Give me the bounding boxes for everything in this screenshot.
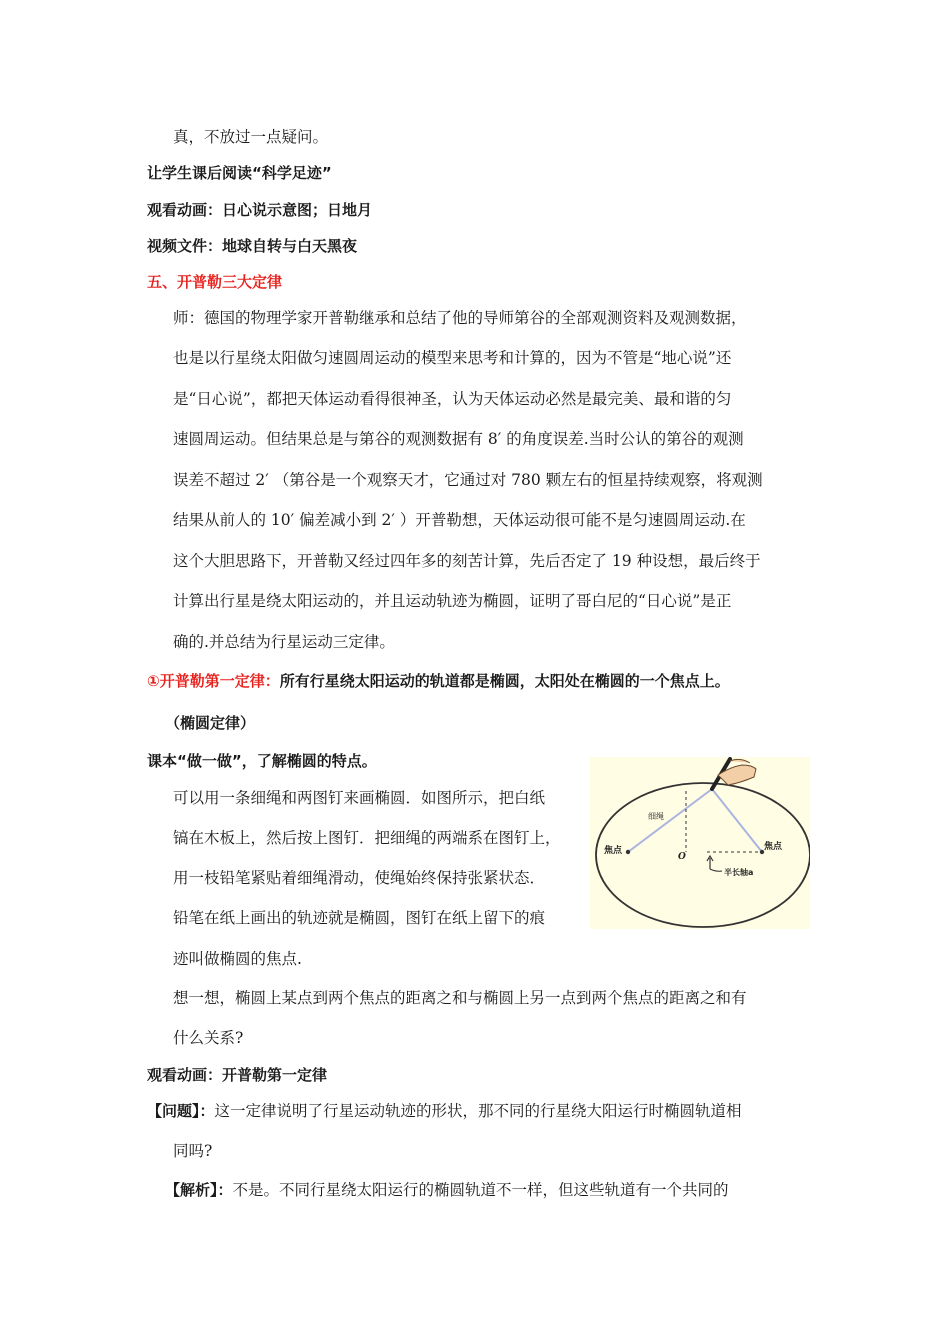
focus-left-point [626, 850, 630, 854]
text-line: 用一枝铅笔紧贴着细绳滑动，使绳始终保持张紧状态． [173, 869, 546, 887]
text-line: 观看动画：开普勒第一定律 [147, 1066, 328, 1084]
rope-label: 细绳 [648, 812, 664, 821]
semi-major-label: 半长轴a [724, 868, 754, 877]
analysis-text: 不是。不同行星绕太阳运行的椭圆轨道不一样，但这些轨道有一个共同的 [232, 1181, 729, 1199]
law-subtitle: （椭圆定律） [165, 714, 256, 732]
text-line: 想一想，椭圆上某点到两个焦点的距离之和与椭圆上另一点到两个焦点的距离之和有 [173, 989, 747, 1007]
text-line: 确的.并总结为行星运动三定律。 [173, 633, 395, 651]
text-line: 这个大胆思路下，开普勒又经过四年多的刻苦计算，先后否定了 19 种设想，最后终于 [173, 552, 761, 570]
text-line: 什么关系? [173, 1029, 244, 1047]
text-line: 师：德国的物理学家开普勒继承和总结了他的导师第谷的全部观测资料及观测数据， [173, 309, 747, 327]
text-line: 结果从前人的 10′ 偏差减小到 2′ ）开普勒想，天体运动很可能不是匀速圆周运动.在 [173, 511, 746, 529]
text-line: 也是以行星绕太阳做匀速圆周运动的模型来思考和计算的，因为不管是“地心说”还 [173, 349, 732, 367]
analysis-line [165, 1180, 729, 1200]
text-line: 可以用一条细绳和两图钉来画椭圆．如图所示，把白纸 [173, 789, 546, 807]
law-heading [147, 671, 730, 691]
text-line: 是“日心说”，都把天体运动看得很神圣，认为天体运动必然是最完美、最和谐的匀 [173, 390, 732, 408]
text-line: 计算出行星是绕太阳运动的，并且运动轨迹为椭圆，证明了哥白尼的“日心说”是正 [173, 592, 732, 610]
analysis-label: 【解析】： [165, 1181, 233, 1199]
text-line: 速圆周运动。但结果总是与第谷的观测数据有 8′ 的角度误差.当时公认的第谷的观测 [173, 430, 744, 448]
focus-left-label: 焦点 [604, 846, 623, 856]
text-line: 迹叫做椭圆的焦点. [173, 950, 302, 968]
question-label: 【问题】： [147, 1102, 215, 1120]
text-line: 铅笔在纸上画出的轨迹就是椭圆，图钉在纸上留下的痕 [173, 909, 546, 927]
rope-left [628, 789, 712, 852]
rope-right [712, 789, 762, 852]
text-line: 误差不超过 2′ （第谷是一个观察天才，它通过对 780 颗左右的恒星持续观察，将观测 [173, 471, 763, 489]
focus-right-label: 焦点 [764, 842, 783, 852]
text-line: 让学生课后阅读“科学足迹” [147, 164, 332, 182]
section-heading: 五、开普勒三大定律 [147, 273, 283, 291]
text-line: 镐在木板上，然后按上图钉．把细绳的两端系在图钉上， [173, 829, 561, 847]
question-line [147, 1101, 742, 1121]
ellipse-figure [590, 757, 810, 929]
law-text: 所有行星绕太阳运动的轨道都是椭圆，太阳处在椭圆的一个焦点上。 [279, 672, 730, 690]
law-label: ①开普勒第一定律： [147, 672, 280, 690]
ellipse-curve [596, 783, 810, 927]
text-line: 视频文件：地球自转与白天黑夜 [147, 237, 358, 255]
center-label: O [678, 852, 686, 862]
text-line: 课本“做一做”，了解椭圆的特点。 [147, 752, 377, 770]
question-text: 这一定律说明了行星运动轨迹的形状，那不同的行星绕大阳运行时椭圆轨道相 [214, 1102, 742, 1120]
text-line: 真，不放过一点疑问。 [173, 128, 329, 146]
text-line: 同吗? [173, 1142, 213, 1160]
text-line: 观看动画：日心说示意图；日地月 [147, 201, 373, 219]
